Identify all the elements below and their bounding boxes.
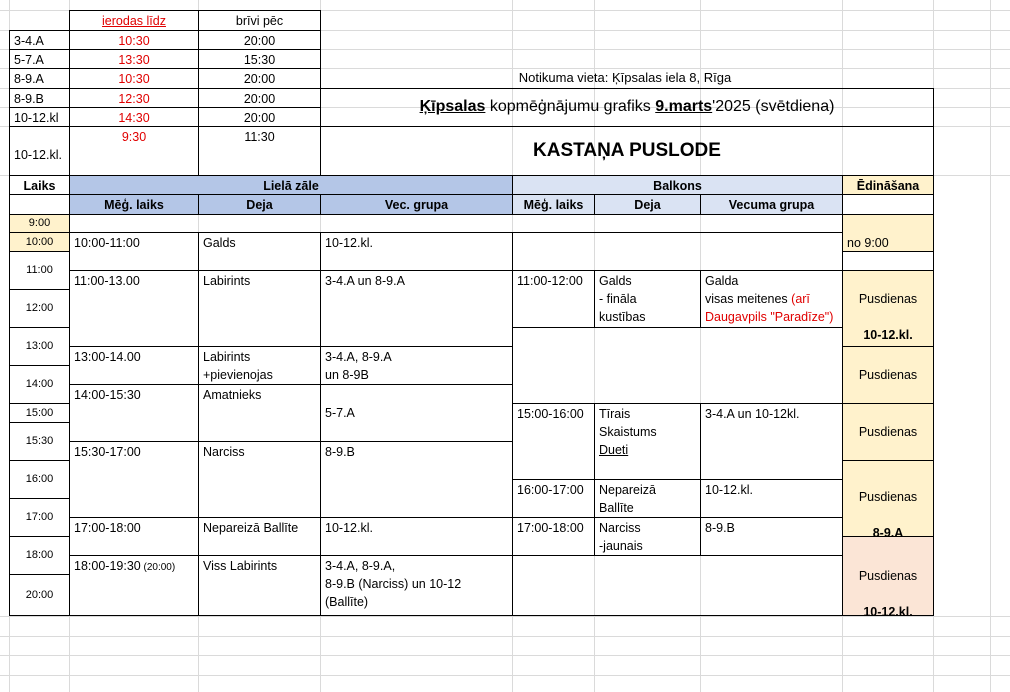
free-time: 20:00 (198, 30, 321, 50)
free-time: 11:30 (198, 126, 321, 176)
blank-row (69, 214, 843, 233)
free-time: 20:00 (198, 68, 321, 89)
food-line: Pusdienas (858, 292, 918, 306)
arrival-class: 5-7.A (9, 49, 70, 69)
balcony-empty (512, 327, 843, 404)
header-balcony-dance: Deja (594, 194, 701, 215)
balcony-group-note: (arī Daugavpils "Paradīze") (705, 292, 834, 324)
venue-text: Notikuma vieta: Ķīpsalas iela 8, Rīga (518, 70, 732, 85)
food-line: Pusdienas (858, 425, 918, 439)
arrival-class-cell (9, 126, 70, 176)
hall-dance: Labirints +pievienojas (198, 346, 321, 385)
time-slot: 13:00 (9, 327, 70, 366)
arrival-time: 10:30 (69, 68, 199, 89)
header-hall: Lielā zāle (69, 175, 513, 195)
hall-time: 11:00-13.00 (69, 270, 199, 347)
arrival-time: 9:30 (69, 126, 199, 176)
balcony-dance: Galds - fināla kustības (594, 270, 701, 328)
header-balcony-age: Vecuma grupa (700, 194, 843, 215)
header-free: brīvi pēc (198, 10, 321, 31)
time-slot: 18:00 (9, 536, 70, 575)
food-lunch (842, 346, 934, 404)
balcony-time: 15:00-16:00 (512, 403, 595, 480)
time-slot: 20:00 (9, 574, 70, 616)
header-reh-time: Mēģ. laiks (69, 194, 199, 215)
header-dance: Deja (198, 194, 321, 215)
time-slot: 15:00 (9, 403, 70, 423)
food-lunch (842, 460, 934, 537)
hall-dance: Viss Labirints (198, 555, 321, 616)
hall-dance: Narciss (198, 441, 321, 518)
balcony-group: 3-4.A un 10-12kl. (700, 403, 843, 480)
balcony-time: 11:00-12:00 (512, 270, 595, 328)
balcony-empty (512, 555, 843, 616)
balcony-dance-underlined: Dueti (599, 443, 629, 457)
food-line: 8-9.A (872, 526, 904, 537)
arrival-class: 8-9.B (9, 88, 70, 108)
hall-group-cell (320, 384, 513, 442)
food-breakfast (842, 214, 934, 252)
free-time: 20:00 (198, 107, 321, 127)
hall-time: 17:00-18:00 (69, 517, 199, 556)
food-line: 10-12.kl. (863, 605, 913, 616)
hall-group: 5-7.A (325, 406, 355, 420)
hall-group: 3-4.A un 8-9.A (320, 270, 513, 347)
header-balcony: Balkons (512, 175, 843, 195)
balcony-time: 17:00-18:00 (512, 517, 595, 556)
time-slot: 11:00 (9, 251, 70, 290)
food-lunch (842, 270, 934, 347)
food-line: Pusdienas (858, 490, 918, 504)
arrival-class: 8-9.A (9, 68, 70, 89)
arrival-class: 3-4.A (9, 30, 70, 50)
arrival-class: 10-12.kl. (14, 148, 62, 162)
balcony-group: 8-9.B (700, 517, 843, 556)
food-lunch (842, 536, 934, 616)
hall-group: 3-4.A, 8-9.A, 8-9.B (Narciss) un 10-12 (Ballīte) (320, 555, 513, 616)
hall-time: 18:00-19:30 (74, 559, 141, 573)
hall-time: 14:00-15:30 (69, 384, 199, 442)
balcony-group-cell (700, 270, 843, 328)
balcony-dance-cell (594, 403, 701, 480)
time-slot: 15:30 (9, 422, 70, 461)
free-time: 20:00 (198, 88, 321, 108)
header-blank (9, 194, 70, 215)
header-age-group: Vec. grupa (320, 194, 513, 215)
hall-time: 15:30-17:00 (69, 441, 199, 518)
food-line: 10-12.kl. (863, 328, 913, 342)
arrival-class: 10-12.kl (9, 107, 70, 127)
header-time: Laiks (9, 175, 70, 195)
header-food-blank (842, 194, 934, 215)
food-lunch (842, 403, 934, 461)
hall-group: 8-9.B (320, 441, 513, 518)
hall-dance: Galds (198, 232, 321, 271)
hall-dance: Nepareizā Ballīte (198, 517, 321, 556)
hall-group: 10-12.kl. (320, 517, 513, 556)
food-empty (842, 251, 934, 271)
balcony-dance: Tīrais Skaistums (599, 407, 657, 439)
balcony-empty (512, 232, 843, 271)
time-slot: 9:00 (9, 214, 70, 233)
hall-time-cell (69, 555, 199, 616)
header-food: Ēdināšana (842, 175, 934, 195)
arrival-time: 14:30 (69, 107, 199, 127)
header-balcony-time: Mēģ. laiks (512, 194, 595, 215)
hall-time: 13:00-14.00 (69, 346, 199, 385)
time-slot: 16:00 (9, 460, 70, 499)
arrival-time: 10:30 (69, 30, 199, 50)
page-title: Ķīpsalas kopmēģnājumu grafiks 9.marts'2025 (svētdiena) (320, 88, 934, 127)
group-title: KASTAŅA PUSLODE (320, 126, 934, 176)
food-line: Pusdienas (858, 368, 918, 382)
hall-dance: Labirints (198, 270, 321, 347)
hall-dance: Amatnieks (198, 384, 321, 442)
hall-time-note: (20:00) (140, 562, 176, 573)
time-slot: 17:00 (9, 498, 70, 537)
time-slot: 14:00 (9, 365, 70, 404)
balcony-dance: Narciss -jaunais (594, 517, 701, 556)
food-line: no 9:00 (847, 236, 889, 250)
arrival-time: 12:30 (69, 88, 199, 108)
hall-time: 10:00-11:00 (69, 232, 199, 271)
balcony-group: 10-12.kl. (700, 479, 843, 518)
hall-group: 3-4.A, 8-9.A un 8-9B (320, 346, 513, 385)
balcony-dance: Nepareizā Ballīte (594, 479, 701, 518)
arrival-time: 13:30 (69, 49, 199, 69)
header-arrive: ierodas līdz (69, 10, 199, 31)
time-slot: 12:00 (9, 289, 70, 328)
free-time: 15:30 (198, 49, 321, 69)
balcony-time: 16:00-17:00 (512, 479, 595, 518)
hall-group: 10-12.kl. (320, 232, 513, 271)
time-slot: 10:00 (9, 232, 70, 252)
food-line: Pusdienas (858, 569, 918, 583)
balcony-group: Galda visas meitenes (705, 274, 788, 306)
